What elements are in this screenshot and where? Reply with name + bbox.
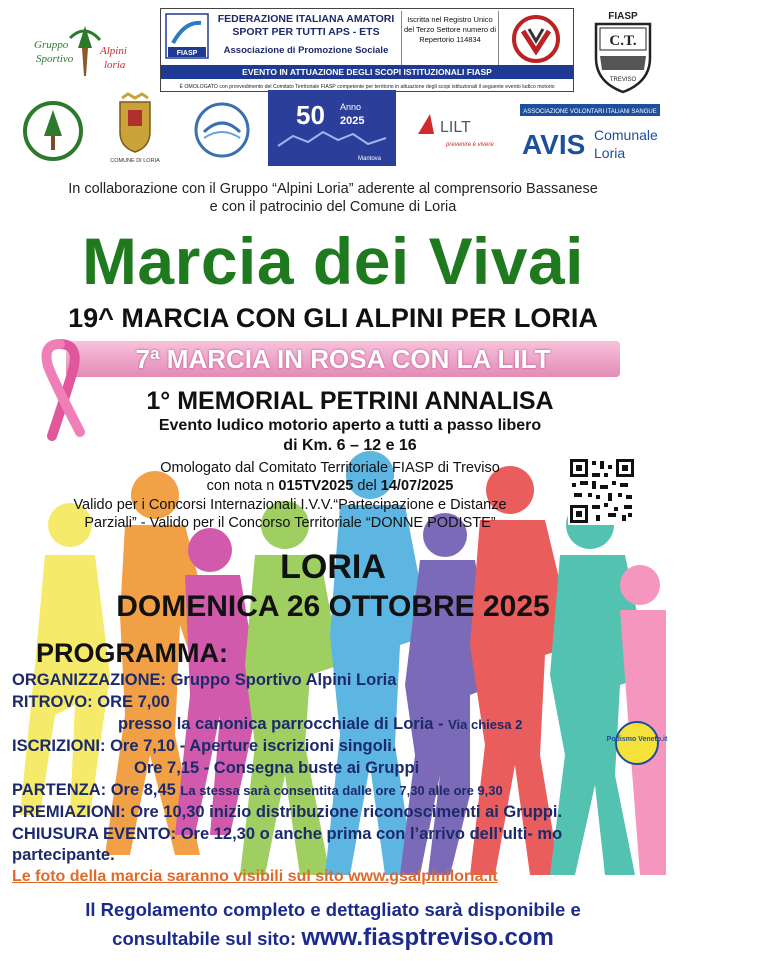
event-subtitle: 19^ MARCIA CON GLI ALPINI PER LORIA [68,303,598,333]
svg-text:FIASP: FIASP [608,11,638,22]
fiasp-logo [165,13,209,59]
fiasp-association: Associazione di Promozione Sociale [223,45,389,56]
programma-title: PROGRAMMA: [36,638,228,668]
event-place: LORIA [280,548,386,586]
svg-text:COMUNE DI LORIA: COMUNE DI LORIA [110,158,160,164]
omologation-line-2: con nota n 015TV2025 del 14/07/2025 [206,478,454,494]
fiasp-registry: Iscritta nel Registro Unico del Terzo Settore numero di Repertorio 114834 [401,11,499,67]
event-distances: di Km. 6 – 12 e 16 [283,437,417,454]
ivv-logo [505,13,567,65]
svg-text:C.T.: C.T. [609,33,637,49]
svg-text:Loria: Loria [594,145,626,161]
programma-partenza: PARTENZA: Ore 8,45 La stessa sarà consentita dalle ore 7,30 alle ore 9,30 [12,781,503,799]
ct-treviso-shield [590,8,656,94]
svg-text:LILT: LILT [440,119,471,136]
fiasp-approval-note: È OMOLOGATO con provvedimento del Comitato Territoriale FIASP competente per territorio in attuazione degli scopi istituzionali il seguente evento ludico motorio [179,84,555,90]
collaboration-line-1: In collaborazione con il Gruppo “Alpini Loria” aderente al comprensorio Bassanese [68,181,598,197]
alpini-logo [30,18,140,88]
event-title: Marcia dei Vivai [81,224,585,298]
validity-line-1: Valido per i Concorsi Internazionali I.V.V.“Partecipazione e Distanze [73,497,507,513]
programma-chiusura: CHIUSURA EVENTO: Ore 12,30 o anche prima con l’arrivo dell’ulti- mo partecipante. [12,825,563,864]
programma-organizzazione: ORGANIZZAZIONE: Gruppo Sportivo Alpini Loria [12,671,397,689]
collaboration-line-2: e con il patrocinio del Comune di Loria [209,199,457,215]
regolamento-text [10,896,656,953]
photo-site-link[interactable]: Le foto della marcia saranno visibili sul sito www.gsalpiniloria.it [12,868,498,885]
comune-di-loria-crest [110,92,160,164]
programma-ritrovo-luogo: presso la canonica parrocchiale di Loria - Via chiesa 2 [118,715,523,733]
podismo-veneto-badge [606,720,668,766]
fiasp-treviso-site-link[interactable]: www.fiasptreviso.com [301,924,554,951]
validity-line-2: Parziali” - Valido per il Concorso Territoriale “DONNE PODISTE” [84,515,496,531]
memorial-title: 1° MEMORIAL PETRINI ANNALISA [146,387,554,415]
svg-text:AVIS: AVIS [522,129,586,160]
marcia-round-logo [190,100,254,160]
svg-text:Anno: Anno [340,102,362,112]
svg-text:Podismo Veneto.it: Podismo Veneto.it [606,736,668,743]
fiasp-50-anni-logo [268,90,396,166]
fiasp-event-band: EVENTO IN ATTUAZIONE DEGLI SCOPI ISTITUZIONALI FIASP [161,65,573,79]
svg-text:50: 50 [296,100,325,130]
svg-text:Comunale: Comunale [594,127,658,143]
svg-text:TREVISO: TREVISO [609,77,637,83]
svg-text:Alpini: Alpini [100,45,127,57]
programma-iscrizioni: ISCRIZIONI: Ore 7,10 - Aperture iscrizioni singoli. [12,737,397,755]
svg-text:Sportivo: Sportivo [36,53,74,65]
svg-text:Gruppo: Gruppo [34,39,69,51]
alpini-round-logo [22,100,84,162]
marcia-rosa-text: 7ª MARCIA IN ROSA CON LA LILT [135,344,551,374]
svg-text:prevenire è vivere: prevenire è vivere [446,142,494,148]
svg-text:Mantova: Mantova [358,156,382,162]
svg-text:2025: 2025 [340,115,365,127]
event-date: DOMENICA 26 OTTOBRE 2025 [116,590,550,623]
event-description-line-1: Evento ludico motorio aperto a tutti a passo libero [158,417,542,434]
regolamento-line-2: consultabile sul sito: www.fiasptreviso.com [112,924,554,951]
fiasp-header-box [160,8,574,92]
lilt-logo [412,100,504,164]
omologation-line-1: Omologato dal Comitato Territoriale FIASP di Treviso [160,460,500,476]
svg-text:FIASP: FIASP [176,50,198,57]
qr-code [568,457,636,525]
avis-comunale-loria-logo [520,104,660,168]
svg-text:ASSOCIAZIONE VOLONTARI ITALIAN: ASSOCIAZIONE VOLONTARI ITALIANI SANGUE [523,109,657,115]
programma-premiazioni: PREMIAZIONI: Ore 10,30 inizio distribuzione riconoscimenti ai Gruppi. [12,803,563,821]
programma-ritrovo: RITROVO: ORE 7,00 [12,693,170,711]
fiasp-title: FEDERAZIONE ITALIANA AMATORI SPORT PER TUTTI APS - ETS [217,13,395,38]
programma-iscrizioni-gruppi: Ore 7,15 - Consegna buste ai Gruppi [134,759,420,777]
svg-text:loria: loria [104,59,126,71]
collaboration-text [20,180,646,216]
regolamento-line-1: Il Regolamento completo e dettagliato sarà disponibile e [85,899,581,920]
